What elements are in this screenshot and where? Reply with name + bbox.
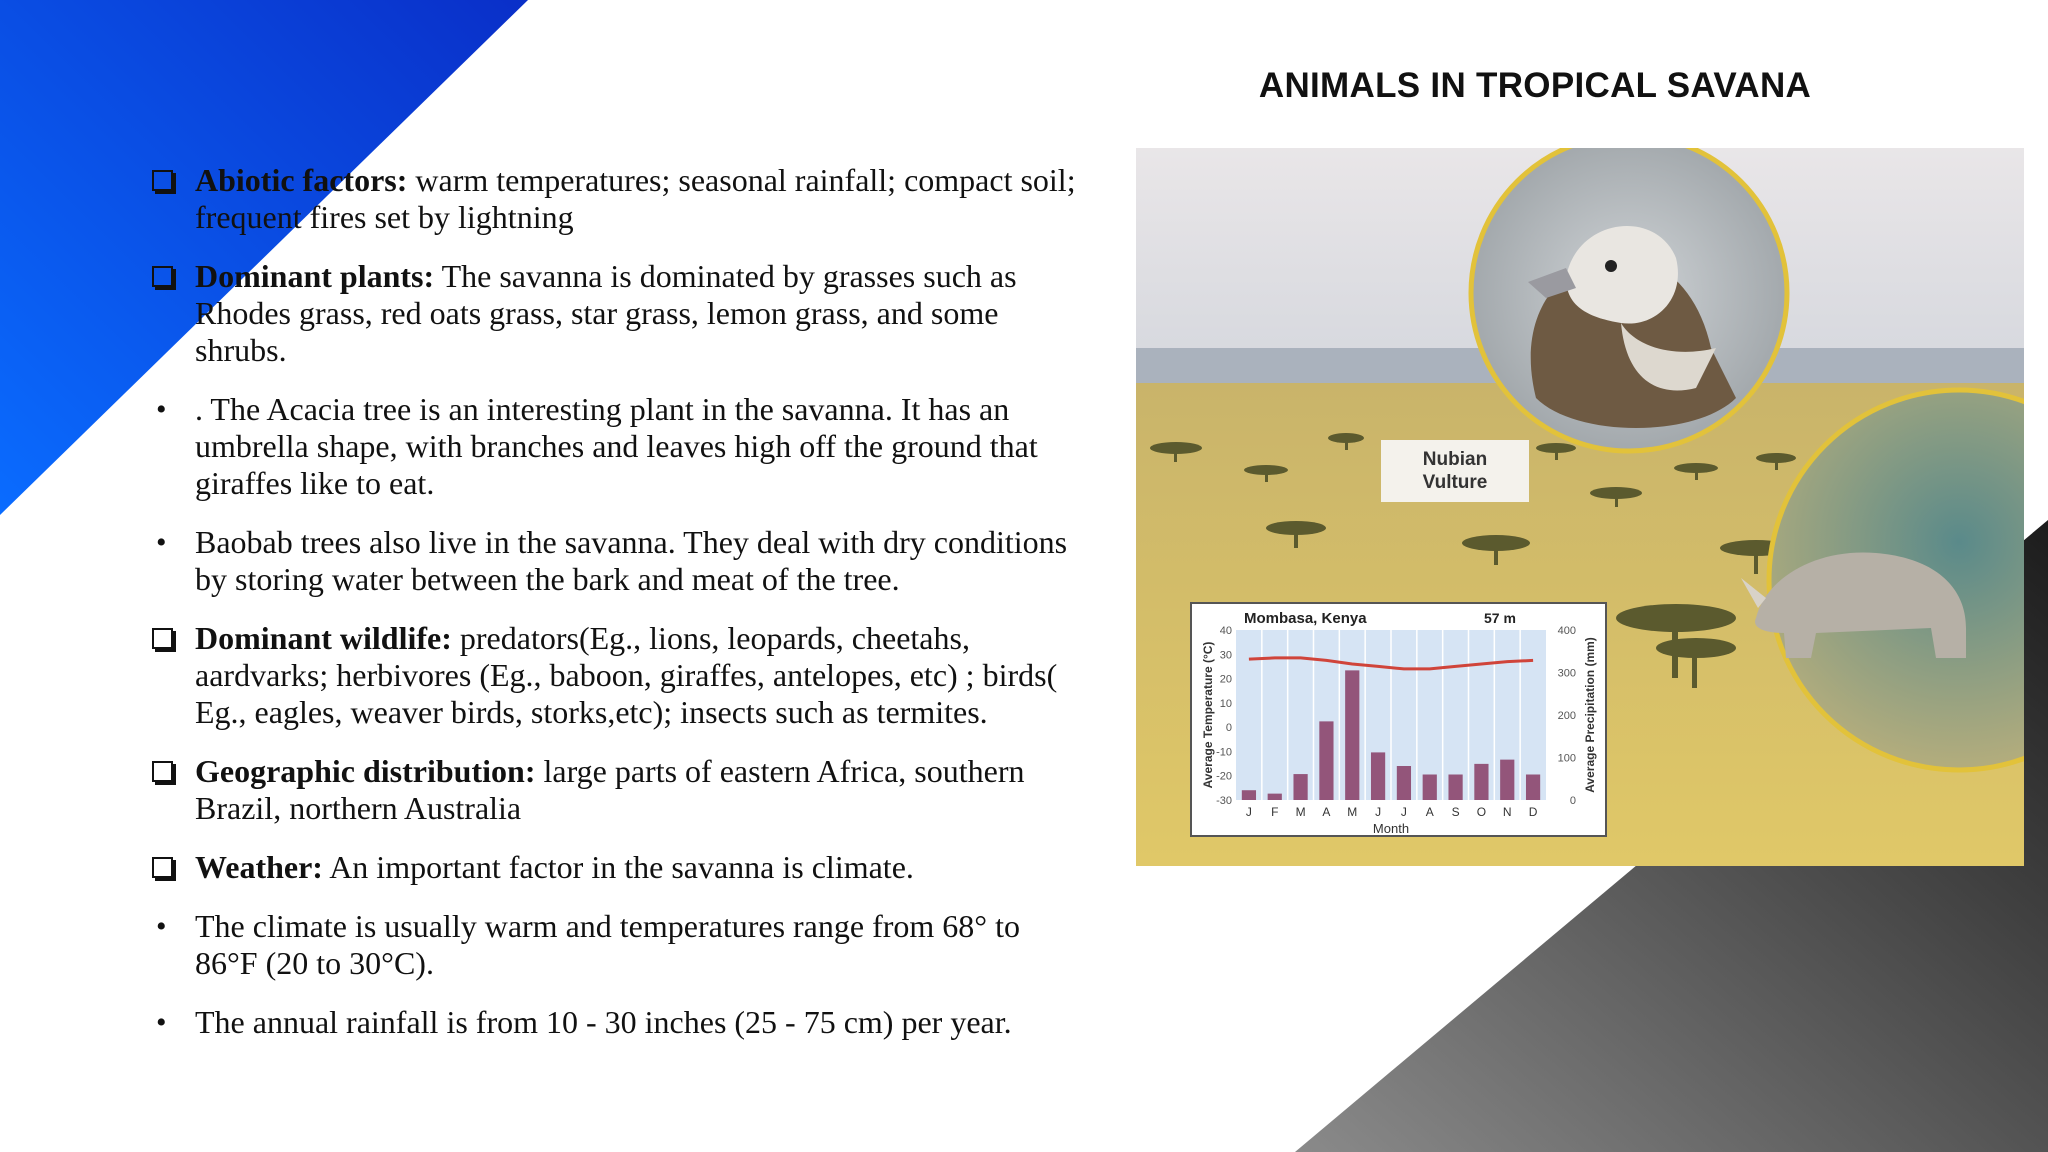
- precip-bar: [1319, 721, 1333, 800]
- bullet-heading: Dominant wildlife:: [195, 620, 452, 656]
- month-label: O: [1476, 805, 1487, 819]
- precip-tick-label: 0: [1569, 795, 1576, 807]
- climate-chart-title: Mombasa, Kenya: [1244, 610, 1367, 627]
- nubian-label-line2: Vulture: [1422, 472, 1488, 493]
- precip-tick-label: 100: [1557, 752, 1576, 765]
- bullet-item: [150, 258, 1090, 369]
- climate-chart-elevation: 57 m: [1484, 610, 1516, 626]
- checkbox-bullet-icon: [152, 857, 173, 878]
- month-label: J: [1400, 805, 1407, 819]
- climate-ylabel-right: Average Precipitation (mm): [1583, 637, 1597, 793]
- bullet-text: An important factor in the savanna is climate.: [322, 849, 914, 885]
- bullet-item: [150, 162, 1090, 236]
- month-label: F: [1271, 805, 1279, 819]
- slide-title: ANIMALS IN TROPICAL SAVANA: [1258, 66, 1812, 105]
- precip-bar: [1526, 775, 1540, 801]
- bullet-text: . The Acacia tree is an interesting plant in the savanna. It has an umbrella shape, with branches and leaves high off the ground that giraffes like to eat.: [195, 391, 1038, 501]
- month-label: J: [1375, 805, 1382, 819]
- temp-tick-label: -30: [1216, 795, 1232, 807]
- bullet-text: The climate is usually warm and temperatures range from 68° to 86°F (20 to 30°C).: [195, 908, 1020, 981]
- bullet-item: [150, 524, 1090, 598]
- temp-tick-label: 40: [1219, 625, 1232, 637]
- precip-bar: [1293, 774, 1307, 800]
- precip-bar: [1345, 670, 1359, 800]
- temp-tick-label: 20: [1219, 673, 1232, 686]
- savanna-photo: [1136, 148, 2024, 866]
- bullet-text: The savanna is dominated by grasses such as Rhodes grass, red oats grass, star grass, lemon grass, and some shrubs.: [195, 258, 1017, 368]
- bullet-item: [150, 391, 1090, 502]
- month-label: N: [1502, 805, 1512, 819]
- precip-tick-label: 400: [1557, 625, 1576, 637]
- climate-xlabel: Month: [1372, 821, 1410, 836]
- bullet-item: [150, 1004, 1090, 1041]
- bullet-item: [150, 908, 1090, 982]
- climate-chart: [1191, 603, 1606, 836]
- precip-bar: [1268, 794, 1282, 800]
- bullet-text: predators(Eg., lions, leopards, cheetahs, aardvarks; herbivores (Eg., baboon, giraffes, antelopes, etc) ; birds( Eg., eagles, weaver birds, storks,etc); insects such as termites.: [195, 620, 1058, 730]
- bullet-heading: Geographic distribution:: [195, 753, 536, 789]
- precip-bar: [1242, 790, 1256, 800]
- month-label: S: [1451, 805, 1460, 819]
- precip-bar: [1500, 760, 1514, 800]
- temp-tick-label: -20: [1216, 770, 1232, 783]
- bullet-heading: Dominant plants:: [195, 258, 435, 294]
- precip-bar: [1448, 775, 1462, 801]
- temp-tick-label: 10: [1219, 697, 1232, 710]
- precip-bar: [1474, 764, 1488, 800]
- bullet-heading: Weather:: [195, 849, 323, 885]
- bullet-text: warm temperatures; seasonal rainfall; compact soil; frequent fires set by lightning: [195, 162, 1076, 235]
- bullet-item: [150, 849, 1090, 886]
- bullet-dot-icon: •: [156, 393, 167, 426]
- checkbox-bullet-icon: [152, 170, 173, 191]
- checkbox-bullet-icon: [152, 628, 173, 649]
- month-label: A: [1322, 805, 1331, 819]
- bullet-list: [150, 162, 1090, 1063]
- checkbox-bullet-icon: [152, 761, 173, 782]
- month-label: A: [1425, 805, 1434, 819]
- temp-tick-label: 30: [1219, 649, 1232, 662]
- nubian-label-line1: Nubian: [1422, 449, 1488, 470]
- bullet-item: [150, 753, 1090, 827]
- month-label: M: [1347, 805, 1358, 819]
- month-label: J: [1245, 805, 1252, 819]
- bullet-dot-icon: •: [156, 1006, 167, 1039]
- bullet-text: large parts of eastern Africa, southern Brazil, northern Australia: [195, 753, 1025, 826]
- bullet-text: Baobab trees also live in the savanna. They deal with dry conditions by storing water between the bark and meat of the tree.: [195, 524, 1068, 597]
- bullet-dot-icon: •: [156, 526, 167, 559]
- bullet-heading: Abiotic factors:: [195, 162, 408, 198]
- month-label: M: [1295, 805, 1306, 819]
- precip-bar: [1423, 775, 1437, 801]
- checkbox-bullet-icon: [152, 266, 173, 287]
- climate-ylabel-left: Average Temperature (°C): [1201, 641, 1215, 789]
- month-label: D: [1528, 805, 1538, 819]
- vulture-inset: [1471, 148, 1787, 451]
- precip-bar: [1371, 752, 1385, 800]
- precip-tick-label: 200: [1557, 710, 1576, 722]
- precip-tick-label: 300: [1557, 667, 1576, 680]
- precip-bar: [1397, 766, 1411, 800]
- bullet-item: [150, 620, 1090, 731]
- temp-tick-label: 0: [1225, 722, 1232, 735]
- bullet-dot-icon: •: [156, 910, 167, 943]
- temp-tick-label: -10: [1216, 746, 1232, 759]
- bullet-text: The annual rainfall is from 10 - 30 inches (25 - 75 cm) per year.: [195, 1004, 1012, 1040]
